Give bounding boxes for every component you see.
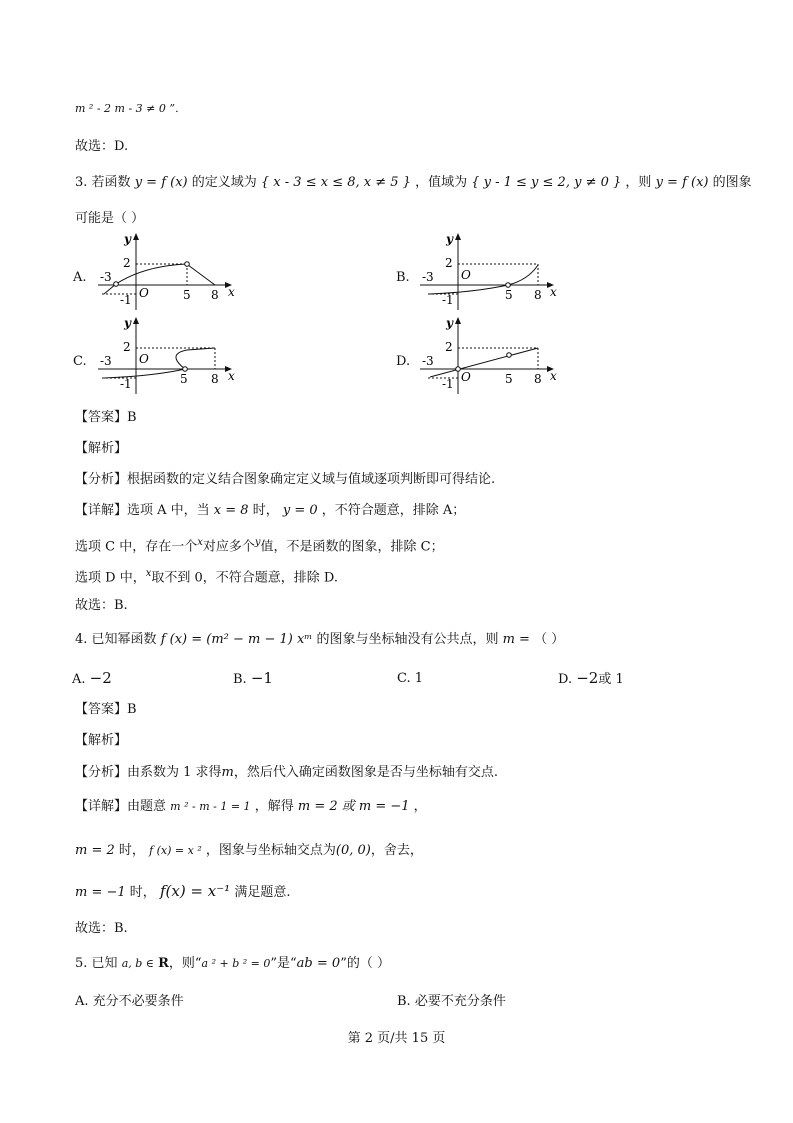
q4-option-a: A. −2 <box>72 669 112 687</box>
option-c-label: C. <box>73 354 87 369</box>
tick-5: 5 <box>505 372 513 386</box>
tick-5: 5 <box>180 372 188 386</box>
q4-option-b: B. −1 <box>233 669 273 687</box>
tick-2: 2 <box>445 340 453 354</box>
q4-case-m-neg1: m = −1 时， f(x) = x⁻¹ 满足题意. <box>75 882 291 900</box>
q3-domain: { x - 3 ≤ x ≤ 8, x ≠ 5 } <box>260 175 411 190</box>
tick-8: 8 <box>211 372 219 386</box>
tick-2: 2 <box>123 256 131 270</box>
x-axis-label: x <box>550 285 557 299</box>
graph-d <box>416 314 566 396</box>
x-axis-label: x <box>228 369 235 383</box>
option-d-label: D. <box>396 354 411 369</box>
q4-analysis-title: 【解析】 <box>75 733 128 748</box>
graph-a <box>94 230 244 312</box>
tick-neg1: -1 <box>442 377 454 391</box>
q3-option-d-reason: 选项 D 中，$^x$取不到 0，不符合题意，排除 D. <box>75 568 338 586</box>
q4-case-m2: m = 2 时， f (x) = x ² ，图象与坐标轴交点为(0, 0)，舍去， <box>75 843 423 858</box>
q3-analysis-title: 【解析】 <box>75 441 128 456</box>
tick-neg1: -1 <box>120 377 132 391</box>
q4-choose: 故选：B. <box>75 921 128 936</box>
q3-choose: 故选：B. <box>75 598 128 613</box>
tick-neg3: -3 <box>422 270 434 284</box>
tick-neg3: -3 <box>422 354 434 368</box>
q5-stem: 5. 已知 a, b ∈ R，则“a ² + b ² = 0”是“ab = 0”的（ ） <box>75 956 390 971</box>
q5-option-b: B. 必要不充分条件 <box>397 994 506 1009</box>
q4-option-d: D. −2或 1 <box>558 669 624 687</box>
q3-detail: 【详解】选项 A 中，当 x = 8 时， y = 0 ，不符合题意，排除 A； <box>75 503 466 518</box>
tick-neg3: -3 <box>100 354 112 368</box>
x-axis-label: x <box>228 285 235 299</box>
condition-end <box>75 100 186 118</box>
origin-label: O <box>139 352 149 366</box>
q3-stem-line2: 可能是（ ） <box>75 211 145 226</box>
origin-label: O <box>139 286 149 300</box>
tick-neg1: -1 <box>120 293 132 307</box>
page-footer: 第 2 页/共 15 页 <box>347 1031 446 1046</box>
q3-fx2: y = f (x) <box>655 175 709 190</box>
q5-option-a: A. 充分不必要条件 <box>75 994 184 1009</box>
q3-answer: 【答案】B <box>75 410 137 425</box>
y-axis-label: y <box>446 232 453 246</box>
tick-neg3: -3 <box>100 270 112 284</box>
q4-detail: 【详解】由题意 m ² - m - 1 = 1 ，解得 m = 2 或 m = −1 ， <box>75 799 427 814</box>
graph-b <box>416 230 566 312</box>
y-axis-label: y <box>124 232 131 246</box>
x-axis-label: x <box>550 369 557 383</box>
choose-d: 故选：D. <box>75 139 129 154</box>
option-a-label: A. <box>73 270 87 285</box>
tick-2: 2 <box>123 340 131 354</box>
y-axis-label: y <box>446 316 453 330</box>
q4-answer: 【答案】B <box>75 702 137 717</box>
q4-option-c: C. 1 <box>397 671 424 686</box>
graph-c <box>94 314 244 396</box>
y-axis-label: y <box>124 316 131 330</box>
option-b-label: B. <box>396 270 410 285</box>
tick-neg1: -1 <box>442 293 454 307</box>
q3-fx: y = f (x) <box>134 175 188 190</box>
tick-2: 2 <box>445 256 453 270</box>
tick-5: 5 <box>505 288 513 302</box>
tick-8: 8 <box>534 372 542 386</box>
q3-option-c-reason: 选项 C 中，存在一个$^x$对应多个$^y$值，不是函数的图象，排除 C； <box>75 537 444 555</box>
tick-8: 8 <box>534 288 542 302</box>
q4-fenxi: 【分析】由系数为 1 求得m，然后代入确定函数图象是否与坐标轴有交点. <box>75 765 499 780</box>
origin-label: O <box>461 370 471 384</box>
tick-5: 5 <box>183 288 191 302</box>
q3-range: { y - 1 ≤ y ≤ 2, y ≠ 0 } <box>471 175 622 190</box>
origin-label: O <box>461 268 471 282</box>
q3-fenxi: 【分析】根据函数的定义结合图象确定定义域与值域逐项判断即可得结论. <box>75 472 496 487</box>
condition-formula: m ² - 2 m - 3 ≠ 0 ”． <box>75 102 187 115</box>
tick-8: 8 <box>211 288 219 302</box>
q3-stem-line1: 3. 若函数 y = f (x) 的定义域为 { x - 3 ≤ x ≤ 8, x ≠ 5 } ，值域为 { y - 1 ≤ y ≤ 2, y ≠ 0 } ，则 y = f (x) 的图象 <box>75 175 752 190</box>
q4-formula: f (x) = (m² − m − 1) xᵐ <box>160 632 313 647</box>
q4-stem: 4. 已知幂函数 f (x) = (m² − m − 1) xᵐ 的图象与坐标轴没有公共点，则 m = （ ） <box>75 632 565 647</box>
